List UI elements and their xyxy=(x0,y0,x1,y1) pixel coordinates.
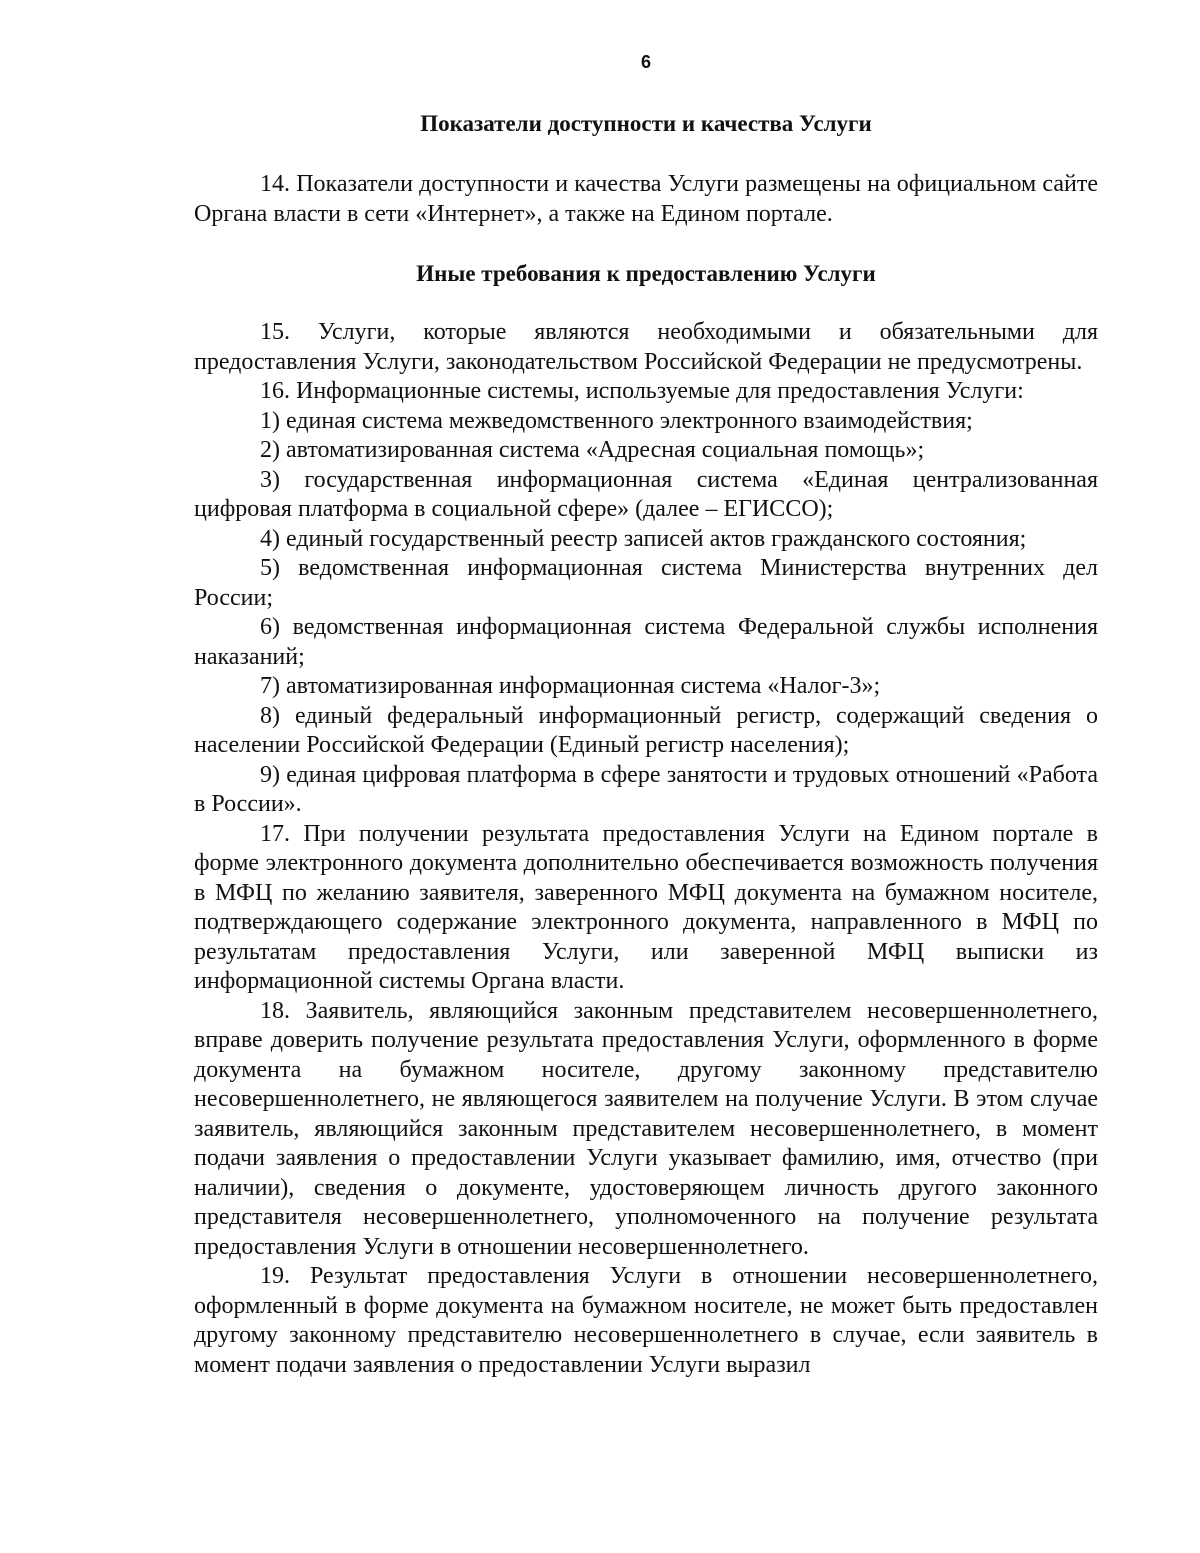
list-item-16-3: 3) государственная информационная система «Единая централизованная цифровая платформа в социальной сфере» (далее – ЕГИССО); xyxy=(194,466,1098,522)
list-item-16-8: 8) единый федеральный информационный регистр, содержащий сведения о населении Российской Федерации (Единый регистр населения); xyxy=(194,702,1098,758)
list-item-16-4: 4) единый государственный реестр записей актов гражданского состояния; xyxy=(260,525,1027,552)
section-availability-body xyxy=(194,170,1098,229)
section-heading-other-requirements: Иные требования к предоставлению Услуги xyxy=(416,261,876,286)
list-item-16-6: 6) ведомственная информационная система Федеральной службы исполнения наказаний; xyxy=(194,614,1098,670)
list-item-16-2: 2) автоматизированная система «Адресная социальная помощь»; xyxy=(260,437,925,463)
paragraph-19: 19. Результат предоставления Услуги в отношении несовершеннолетнего, оформленный в форме документа на бумажном носителе, не может быть предоставлен другому законному представителю несовершеннолетнего в случае, если заявитель в момент подачи заявления о предоставлении Услуги выразил xyxy=(194,1263,1098,1378)
section-heading-availability: Показатели доступности и качества Услуги xyxy=(420,111,872,136)
list-item-16-9: 9) единая цифровая платформа в сфере занятости и трудовых отношений «Работа в России». xyxy=(194,761,1098,817)
paragraph-17: 17. При получении результата предоставления Услуги на Едином портале в форме электронного документа дополнительно обеспечивается возможность получения в МФЦ по желанию заявителя, заверенного МФЦ документа на бумажном носителе, подтверждающего содержание электронного документа, направленного в МФЦ по результатам предоставления Услуги, или заверенной МФЦ выписки из информационной системы Органа власти. xyxy=(194,820,1098,994)
list-item-16-1: 1) единая система межведомственного электронного взаимодействия; xyxy=(260,407,973,434)
paragraph-18: 18. Заявитель, являющийся законным представителем несовершеннолетнего, вправе доверить получение результата предоставления Услуги, оформленного в форме документа на бумажном носителе, другому законному представителю несовершеннолетнего, не являющегося заявителем на получение Услуги. В этом случае заявитель, являющийся законным представителем несовершеннолетнего, в момент подачи заявления о предоставлении Услуги указывает фамилию, имя, отчество (при наличии), сведения о документе, удостоверяющем личность другого законного представителя несовершеннолетнего, уполномоченного на получение результата предоставления Услуги в отношении несовершеннолетнего. xyxy=(194,997,1098,1260)
paragraph-14: 14. Показатели доступности и качества Услуги размещены на официальном сайте Органа власти в сети «Интернет», а также на Едином портале. xyxy=(194,171,1098,227)
paragraph-16: 16. Информационные системы, используемые для предоставления Услуги: xyxy=(260,378,1024,404)
list-item-16-7: 7) автоматизированная информационная система «Налог-3»; xyxy=(260,673,881,699)
list-item-16-5: 5) ведомственная информационная система Министерства внутренних дел России; xyxy=(194,555,1098,611)
section-other-requirements-body xyxy=(194,318,1098,1380)
paragraph-15: 15. Услуги, которые являются необходимыми и обязательными для предоставления Услуги, законодательством Российской Федерации не предусмотрены. xyxy=(194,319,1098,375)
page-number: 6 xyxy=(640,52,651,72)
